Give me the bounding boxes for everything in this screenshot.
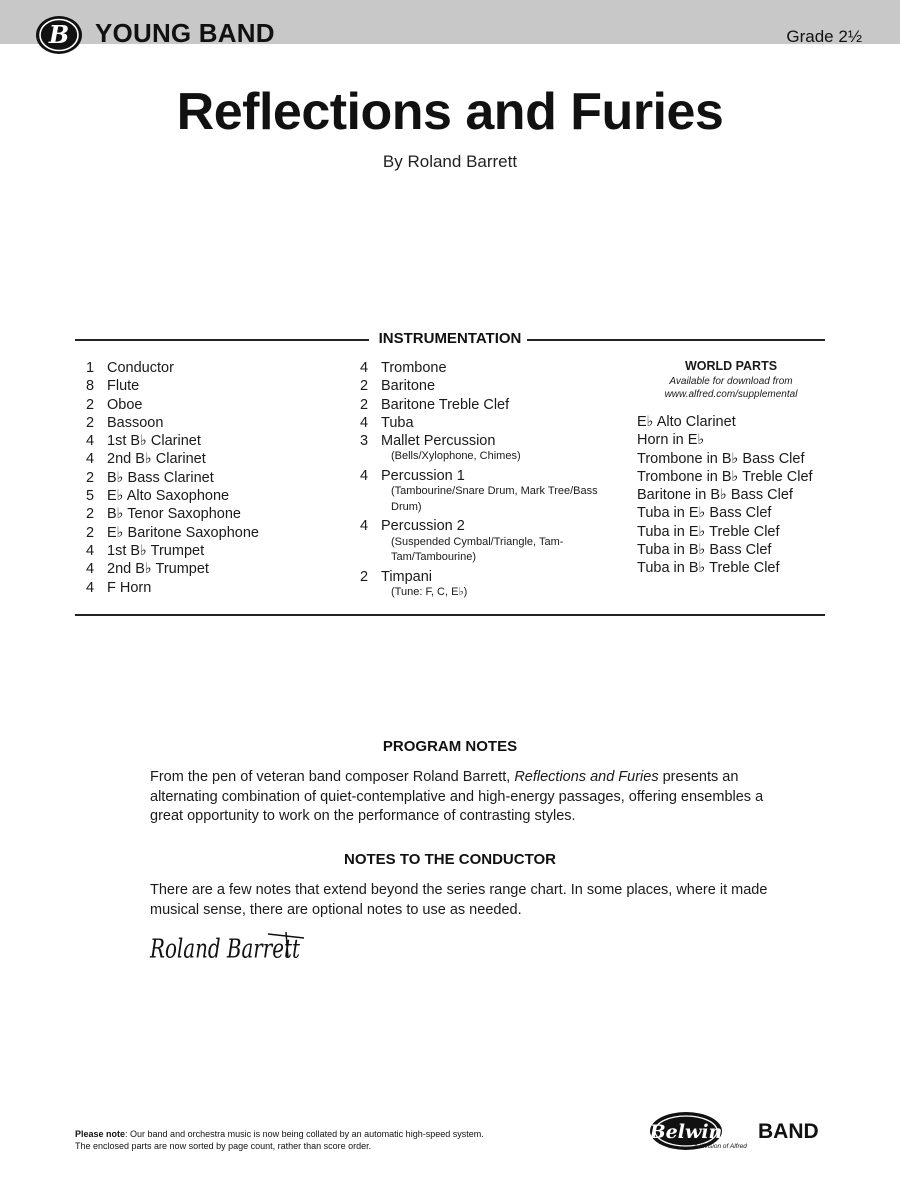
world-part-item: Trombone in B♭ Bass Clef [637, 450, 805, 467]
divider [527, 339, 825, 341]
belwin-logo-text: Belwin [649, 1121, 723, 1143]
instrument-entry [86, 450, 346, 468]
instrument-entry [360, 377, 620, 395]
instrument-quantity: 2 [86, 414, 95, 431]
instrument-note: (Bells/Xylophone, Chimes) [391, 450, 521, 463]
conductor-notes-text: There are a few notes that extend beyond the series range chart. In some places, where it made musical sense, there are optional notes to use as needed. [150, 882, 768, 918]
instrument-entry [360, 396, 620, 414]
svg-text:B: B [48, 20, 70, 49]
instrument-name: Percussion 2 [381, 518, 465, 535]
instrument-name: E♭ Alto Saxophone [107, 488, 230, 505]
instrument-name: Tuba [381, 414, 414, 431]
instrument-name: F Horn [107, 579, 152, 596]
instrument-entry [86, 487, 346, 505]
instrument-entry [86, 432, 346, 450]
world-part-item: E♭ Alto Clarinet [637, 414, 736, 430]
program-notes-title-italic: Reflections and Furies [514, 769, 659, 785]
instrument-name: Baritone Treble Clef [381, 396, 510, 413]
world-part-item: Baritone in B♭ Bass Clef [637, 487, 793, 504]
instrument-quantity: 3 [360, 433, 369, 450]
svg-text:Roland Barrett: Roland Barrett [149, 933, 301, 965]
footnote-line1-text: : Our band and orchestra music is now being collated by an automatic high-speed system. [125, 1129, 484, 1139]
instrument-entry [86, 560, 346, 578]
instrument-quantity: 4 [86, 579, 95, 596]
publisher-subtitle: a division of Alfred [694, 1143, 747, 1150]
publisher-band-label: BAND [758, 1120, 819, 1143]
divider [75, 614, 825, 616]
world-part-item: Tuba in E♭ Treble Clef [637, 523, 780, 540]
instrument-name: Trombone [381, 360, 447, 376]
instrument-quantity: 2 [360, 396, 369, 413]
instrumentation-column-1 [86, 359, 346, 597]
instrument-quantity: 1 [86, 360, 95, 376]
instrument-quantity: 5 [86, 488, 95, 505]
world-parts-list [637, 413, 827, 578]
program-notes-heading: PROGRAM NOTES [382, 738, 518, 755]
instrument-name: 2nd B♭ Clarinet [107, 451, 206, 468]
instrument-quantity: 4 [360, 360, 369, 376]
instrument-quantity: 4 [86, 561, 95, 578]
instrument-quantity: 4 [360, 518, 369, 535]
instrument-quantity: 2 [86, 506, 95, 523]
signature-image [148, 928, 308, 968]
instrument-quantity: 4 [360, 467, 369, 484]
instrument-name: B♭ Tenor Saxophone [107, 506, 241, 523]
instrument-entry [86, 414, 346, 432]
instrument-entry [360, 414, 620, 432]
instrument-quantity: 2 [360, 378, 369, 395]
instrument-entry [86, 505, 346, 523]
instrument-entry [86, 542, 346, 560]
instrument-name: B♭ Bass Clarinet [107, 469, 214, 486]
instrument-name: E♭ Baritone Saxophone [107, 524, 259, 541]
instrument-name: Mallet Percussion [381, 433, 496, 450]
conductor-notes-heading: NOTES TO THE CONDUCTOR [344, 851, 556, 868]
world-part-item: Tuba in B♭ Bass Clef [637, 542, 772, 559]
instrument-entry [86, 524, 346, 542]
instrumentation-header [75, 330, 825, 350]
divider [75, 339, 369, 341]
instrument-quantity: 4 [86, 451, 95, 468]
page-title: Reflections and Furies [176, 83, 724, 141]
instrument-entry [86, 359, 346, 377]
grade-label: Grade 2½ [786, 27, 862, 46]
instrument-name: Conductor [107, 360, 174, 376]
instrument-quantity: 2 [86, 396, 95, 413]
world-part-item: Tuba in E♭ Bass Clef [637, 505, 772, 522]
instrument-name: 2nd B♭ Trumpet [107, 561, 209, 578]
instrument-entry [86, 469, 346, 487]
instrument-entry [360, 517, 620, 565]
instrument-quantity: 4 [86, 433, 95, 450]
series-name: YOUNG BAND [95, 18, 275, 48]
instrument-entry [86, 396, 346, 414]
footnote-line2: The enclosed parts are now sorted by page count, rather than score order. [75, 1140, 372, 1151]
instrument-note: (Tune: F, C, E♭) [391, 585, 468, 598]
instrument-entry [360, 467, 620, 515]
instrument-entry [86, 377, 346, 395]
instrument-name: Percussion 1 [381, 467, 465, 484]
instrument-quantity: 4 [86, 542, 95, 559]
instrument-name: Timpani [381, 568, 433, 585]
instrument-quantity: 2 [86, 524, 95, 541]
world-parts-subtitle-line1: Available for download from [669, 376, 793, 387]
world-part-item: Horn in E♭ [637, 432, 705, 449]
program-notes-text-end: presents an alternating combination of quiet-contemplative and high-energy passages, offering ensembles a great opportunity to work on the performance of contrasting styles. [150, 769, 764, 824]
instrument-quantity: 2 [86, 469, 95, 486]
world-parts-subtitle [637, 376, 825, 401]
instrument-entry [360, 568, 620, 601]
footnote-line1 [75, 1129, 545, 1141]
world-parts-url[interactable]: www.alfred.com/supplemental [664, 388, 798, 400]
program-notes-text-start: From the pen of veteran band composer Roland Barrett, [150, 769, 515, 785]
instrument-name: Oboe [107, 396, 143, 413]
young-band-logo-icon [34, 14, 84, 56]
instrumentation-column-2 [360, 359, 620, 602]
instrument-name: Bassoon [107, 414, 164, 431]
instrument-quantity: 2 [360, 568, 369, 585]
instrument-name: 1st B♭ Clarinet [107, 433, 201, 450]
instrument-entry [360, 359, 620, 377]
instrument-note: (Tambourine/Snare Drum, Mark Tree/Bass Drum) [391, 485, 598, 513]
instrument-quantity: 8 [86, 378, 95, 395]
instrument-entry [86, 579, 346, 597]
composer-credit: By Roland Barrett [382, 152, 518, 171]
instrument-name: 1st B♭ Trumpet [107, 542, 205, 559]
program-notes-text [150, 768, 770, 827]
instrument-note: (Suspended Cymbal/Triangle, Tam-Tam/Tambourine) [391, 535, 564, 564]
instrument-quantity: 4 [360, 414, 369, 431]
instrument-name: Baritone [381, 378, 436, 395]
world-parts [637, 359, 827, 578]
footnote [75, 1129, 545, 1152]
world-parts-heading: WORLD PARTS [684, 359, 778, 373]
instrument-name: Flute [107, 378, 140, 395]
world-part-item: Tuba in B♭ Treble Clef [637, 560, 780, 577]
world-part-item: Trombone in B♭ Treble Clef [637, 468, 813, 485]
instrumentation-heading: INSTRUMENTATION [378, 330, 522, 347]
instrument-entry [360, 432, 620, 465]
footnote-bold: Please note [75, 1129, 126, 1139]
